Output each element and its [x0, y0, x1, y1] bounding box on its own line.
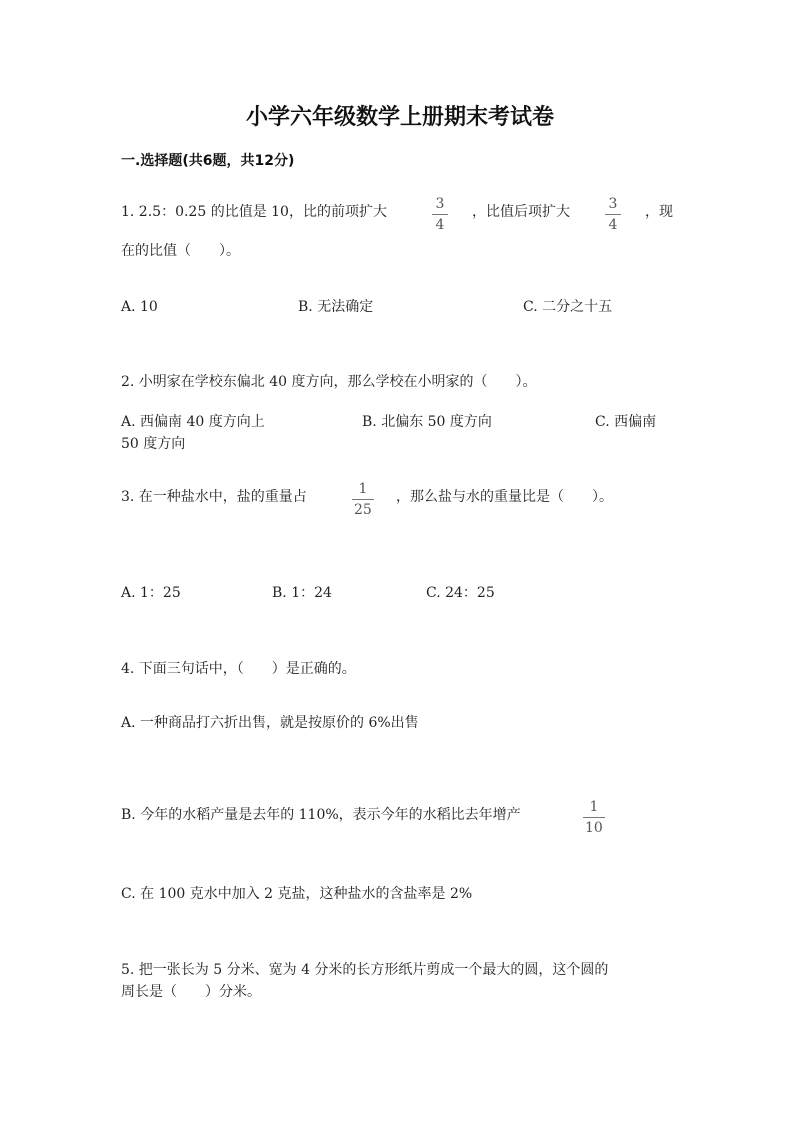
question-5-text-line2: 周长是（ ）分米。 — [121, 984, 261, 1000]
question-4-option-b-fraction — [583, 799, 605, 836]
question-4-option-a: A. 一种商品打六折出售，就是按原价的 6%出售 — [121, 715, 419, 731]
question-2-option-a: A. 西偏南 40 度方向上 — [121, 414, 265, 430]
question-3-option-b: B. 1：24 — [272, 585, 332, 601]
page-title: 小学六年级数学上册期末考试卷 — [245, 104, 554, 130]
fraction-denominator: 25 — [354, 502, 372, 518]
question-3-option-c: C. 24：25 — [426, 585, 495, 601]
fraction-bar — [605, 214, 621, 215]
question-1-fraction-1 — [432, 196, 448, 233]
question-1-fraction-2 — [605, 196, 621, 233]
question-1-option-b: B. 无法确定 — [298, 299, 374, 315]
fraction-denominator: 10 — [585, 820, 603, 836]
fraction-numerator: 1 — [358, 481, 368, 497]
fraction-numerator: 3 — [435, 196, 445, 212]
question-4-option-c: C. 在 100 克水中加入 2 克盐，这种盐水的含盐率是 2% — [121, 886, 473, 902]
fraction-bar — [432, 214, 448, 215]
question-2-text: 2. 小明家在学校东偏北 40 度方向，那么学校在小明家的（ ）。 — [121, 374, 537, 390]
question-1-option-c: C. 二分之十五 — [523, 299, 613, 315]
question-2-option-c-wrap: 50 度方向 — [121, 436, 186, 452]
question-3-text-a: 3. 在一种盐水中，盐的重量占 — [121, 489, 307, 505]
fraction-bar — [352, 499, 374, 500]
fraction-denominator: 4 — [608, 217, 618, 233]
question-1-text-b: ，比值后项扩大 — [472, 204, 570, 220]
question-4-text: 4. 下面三句话中，（ ）是正确的。 — [121, 661, 356, 677]
question-3-fraction — [352, 481, 374, 518]
fraction-numerator: 3 — [608, 196, 618, 212]
fraction-bar — [583, 817, 605, 818]
question-1-option-a: A. 10 — [121, 299, 158, 315]
question-1-text-a: 1. 2.5：0.25 的比值是 10，比的前项扩大 — [121, 204, 387, 220]
question-1-text-c: ，现 — [645, 204, 673, 220]
question-5-text-line1: 5. 把一张长为 5 分米、宽为 4 分米的长方形纸片剪成一个最大的圆，这个圆的 — [121, 962, 609, 978]
question-3-text-b: ，那么盐与水的重量比是（ ）。 — [396, 489, 613, 505]
question-3-option-a: A. 1：25 — [121, 585, 181, 601]
fraction-numerator: 1 — [589, 799, 599, 815]
question-2-option-b: B. 北偏东 50 度方向 — [362, 414, 492, 430]
question-4-option-b: B. 今年的水稻产量是去年的 110%，表示今年的水稻比去年增产 — [121, 807, 521, 823]
question-2-option-c: C. 西偏南 — [595, 414, 657, 430]
question-1-text-line2: 在的比值（ ）。 — [121, 243, 240, 259]
fraction-denominator: 4 — [435, 217, 445, 233]
section-heading: 一.选择题(共6题，共12分) — [121, 153, 295, 169]
